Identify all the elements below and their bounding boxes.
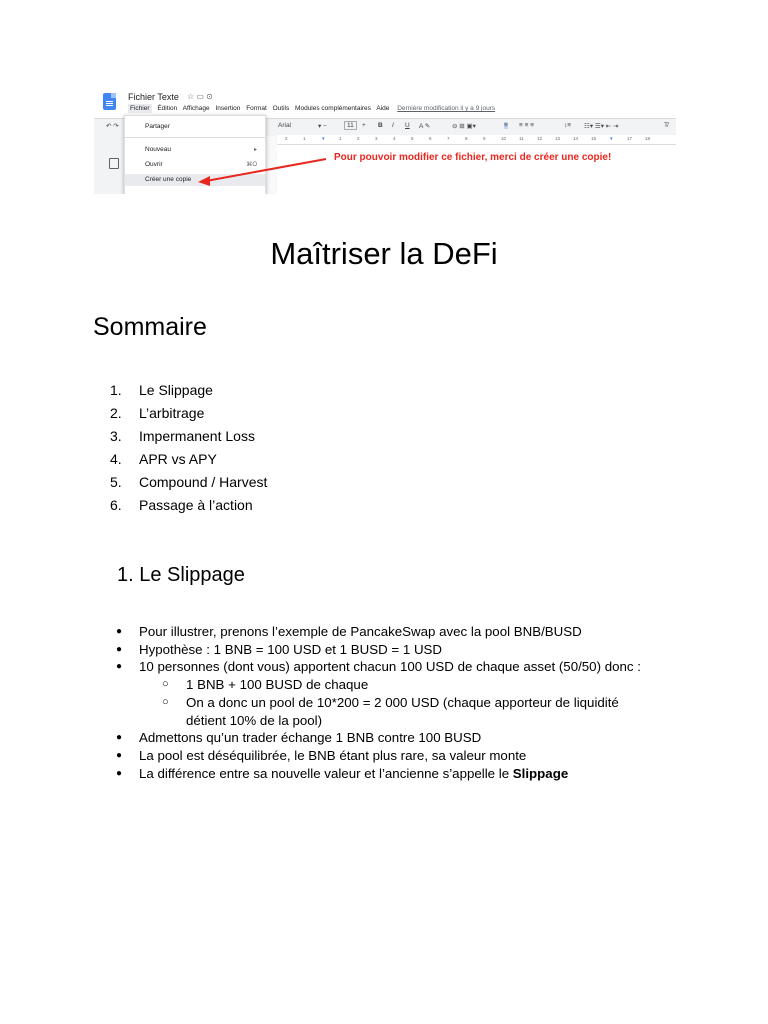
- menu-fichier: Fichier: [130, 105, 150, 112]
- italic-icon: I: [392, 122, 394, 129]
- line-spacing-icon: ↕≡: [564, 122, 572, 129]
- google-docs-screenshot: [94, 88, 676, 194]
- menu-format: Format: [246, 105, 267, 112]
- red-arrow-icon: [94, 88, 676, 194]
- list-item: ● 10 personnes (dont vous) apportent chacun 100 USD de chaque asset (50/50) donc :: [116, 659, 641, 675]
- list-item: ● Admettons qu’un trader échange 1 BNB contre 100 BUSD: [116, 730, 482, 746]
- slippage-bullets: [116, 623, 641, 782]
- sub-list-item: ○ On a donc un pool de 10*200 = 2 000 USD (chaque apporteur de liquidité: [162, 694, 619, 710]
- list-icons: ☷▾ ☰▾ ⇤ ⇥: [584, 123, 619, 130]
- open-shortcut: ⌘O: [246, 162, 257, 168]
- table-of-contents: [110, 381, 267, 519]
- sub-list-item-continuation: détient 10% de la pool): [186, 712, 323, 728]
- star-icon: ☆ ▭ ⊙: [187, 92, 213, 101]
- toc-item: 2. L’arbitrage: [110, 405, 205, 421]
- menu-aide: Aide: [376, 105, 390, 112]
- menu-item-new: Nouveau: [145, 146, 172, 153]
- section-heading-slippage: 1. Le Slippage: [117, 564, 245, 586]
- menu-affichage: Affichage: [182, 105, 210, 112]
- menu-outils: Outils: [272, 105, 290, 112]
- toc-item: 3. Impermanent Loss: [110, 428, 255, 444]
- toc-item: 4. APR vs APY: [110, 451, 217, 467]
- doc-title: Fichier Texte: [128, 92, 179, 102]
- text-color-icon: A ✎: [419, 123, 431, 130]
- menu-item-open: Ouvrir: [145, 161, 163, 168]
- chevron-down-icon: ▾ −: [318, 123, 327, 130]
- toc-item: 6. Passage à l’action: [110, 497, 253, 513]
- align-icons: ≡ ≡ ≡: [519, 122, 534, 129]
- menu-modules: Modules complémentaires: [295, 105, 371, 112]
- toc-item: 1. Le Slippage: [110, 382, 213, 398]
- menu-insertion: Insertion: [215, 105, 241, 112]
- list-item: ● Pour illustrer, prenons l’exemple de PancakeSwap avec la pool BNB/BUSD: [116, 624, 582, 639]
- menu-item-share: Partager: [145, 123, 170, 130]
- undo-icon: ↶ ↷: [106, 123, 119, 130]
- menu-item-make-copy: Créer une copie: [145, 176, 192, 183]
- underline-icon: U: [405, 122, 410, 129]
- chevron-right-icon: ▸: [253, 147, 257, 153]
- sub-list-item: ○ 1 BNB + 100 BUSD de chaque: [162, 677, 369, 693]
- toc-item: 5. Compound / Harvest: [110, 474, 268, 490]
- list-item: ● La différence entre sa nouvelle valeur et l’ancienne s’appelle le Slippage: [116, 765, 569, 781]
- bold-icon: B: [378, 122, 383, 129]
- menu-edition: Édition: [157, 105, 178, 112]
- list-item: ● La pool est déséquilibrée, le BNB étant plus rare, sa valeur monte: [116, 747, 527, 763]
- ruler: 2 1 ▼ 1 2 3 4 5 6 7 8 9 10 11 12 13 14 15 ▼ 17 18: [277, 135, 676, 145]
- last-modified: Dernière modification il y a 9 jours: [397, 105, 496, 112]
- align-left-icon: ≡: [504, 122, 508, 129]
- doc-heading: Maîtriser la DeFi: [270, 236, 498, 271]
- list-item: ● Hypothèse : 1 BNB = 100 USD et 1 BUSD = 1 USD: [116, 641, 443, 657]
- increase-size-icon: +: [362, 122, 366, 129]
- summary-heading: Sommaire: [93, 313, 207, 341]
- link-icon: ⊖ ⊞ ▣▾: [452, 123, 476, 130]
- font-size-field: 11: [344, 121, 357, 130]
- slippage-bold-term: Slippage: [512, 765, 569, 781]
- font-select: Arial: [278, 122, 292, 129]
- clear-format-icon: T̸: [664, 122, 668, 129]
- copy-instruction-annotation: Pour pouvoir modifier ce fichier, merci de créer une copie!: [334, 152, 612, 163]
